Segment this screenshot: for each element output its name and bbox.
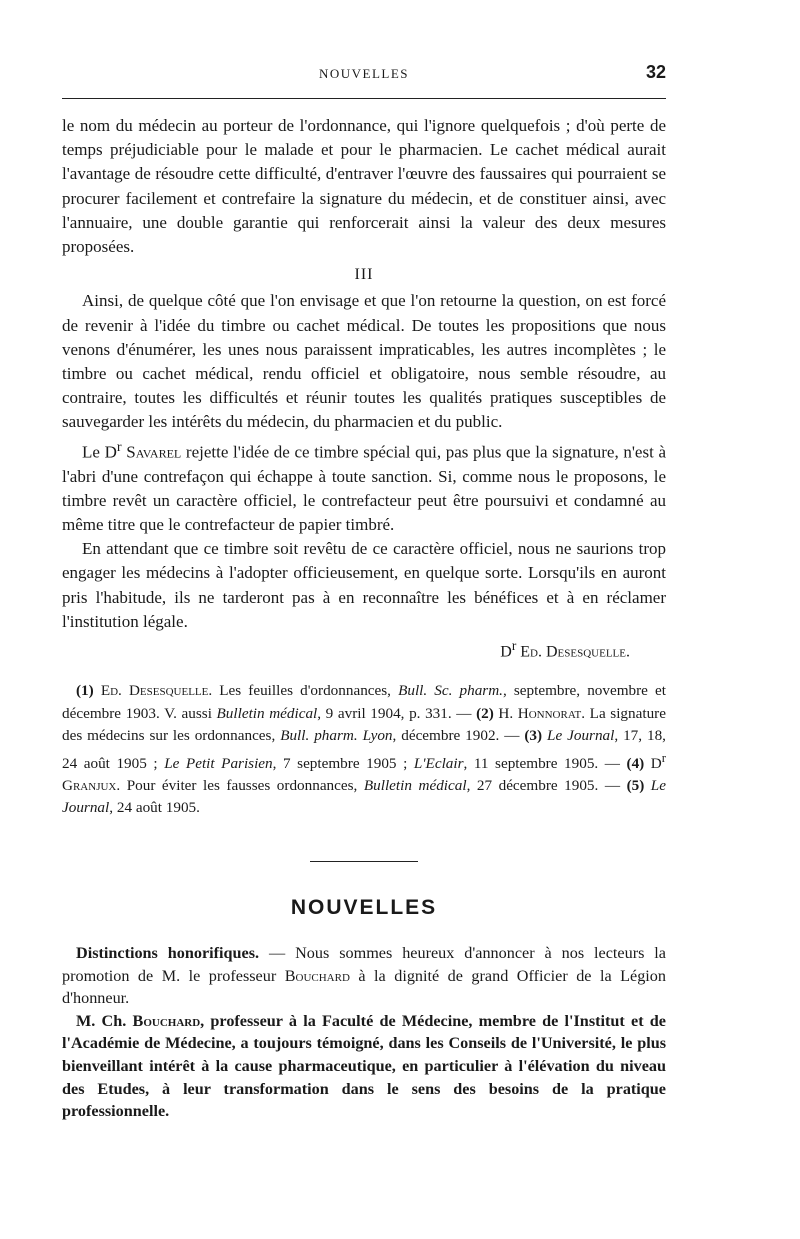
footnote-4-doctor-abbrev: D	[644, 754, 662, 772]
news-para2-prefix: M. Ch.	[76, 1011, 133, 1030]
section-number: III	[354, 266, 374, 284]
news-section-title: NOUVELLES	[290, 896, 438, 920]
footnote-3-journal: Le Journal	[542, 726, 615, 744]
footnote-1-number: (1)	[76, 682, 94, 700]
news-para2-name: Bouchard	[132, 1011, 201, 1030]
page	[62, 58, 666, 1123]
paragraph-conclusion: Ainsi, de quelque côté que l'on envisage et que l'on retourne la question, on est forcé de revenir à l'idée du timbre ou cachet médical. De toutes les propositions que nous venons d'énumérer, les unes nous paraissent impraticables, les autres incomplètes ; le timbre ou cachet médical, rendu officiel et obligatoire, nous semble résoudre, au contraire, toutes les difficultés et réunir toutes les qualités pratiques susceptibles de sauvegarder les intérêts du médecin, du pharmacien et du public.	[62, 291, 666, 432]
footnote-4-journal: Bulletin médical	[363, 776, 467, 794]
paragraph-savarel	[62, 435, 666, 537]
footnote-2-text: La signature des médecins sur les ordonnances,	[62, 704, 666, 744]
footnote-4-sup: r	[661, 750, 666, 765]
footnote-5-text: , 24 août 1905.	[109, 798, 200, 816]
footnote-3-journal3: L'Eclair	[413, 754, 464, 772]
paragraph-continued: le nom du médecin au porteur de l'ordonnance, qui l'ignore quelquefois ; d'où perte de temps préjudiciable pour le malade et pour le pharmacien. Le cachet médical aurait l'avantage de résoudre cette difficulté, d'entraver l'œuvre des faussaires qui pourraient se procurer facilement et contrefaire la signature du médecin, et de constituer ainsi, avec l'annuaire, une double garantie qui renforcerait ainsi la valeur des deux mesures proposées.	[62, 116, 666, 257]
footnote-1-journal: Bull. Sc. pharm.	[398, 682, 503, 700]
footnote-1-text: Les feuilles d'ordonnances,	[212, 682, 399, 700]
footnote-1-journal2: Bulletin médical	[216, 704, 318, 722]
section-separator	[310, 861, 418, 862]
signature-name: Ed. Desesquelle.	[516, 643, 630, 661]
signature	[62, 634, 666, 665]
footnote-2-text2: , décembre 1902. —	[392, 726, 525, 744]
footnote-2-journal: Bull. pharm. Lyon	[280, 726, 393, 744]
doctor-abbrev: Le D	[82, 442, 117, 462]
footnote-3-text2: , 7 septembre 1905 ;	[272, 754, 414, 772]
news-body	[62, 942, 666, 1123]
news-lead-text: — Nous sommes heureux d'annoncer à nos lecteurs la promotion de M. le professeur	[62, 944, 666, 985]
footnote-1-text3: , 9 avril 1904, p. 331. —	[317, 704, 477, 722]
footnotes	[62, 680, 666, 819]
page-number: 32	[645, 62, 666, 82]
footnote-3-text: , 17, 18, 24 août 1905 ;	[62, 726, 666, 772]
footnote-block	[62, 680, 666, 819]
footnote-1-author: Ed. Desesquelle.	[93, 682, 213, 700]
signature-doctor-abbrev: D	[500, 643, 512, 661]
footnote-4-number: (4)	[626, 754, 645, 772]
footnote-3-text3: , 11 septembre 1905. —	[463, 754, 627, 772]
footnote-4-text: Pour éviter les fausses ordonnances,	[120, 776, 364, 794]
footnote-3-journal2: Le Petit Parisien	[164, 754, 273, 772]
news-para2-text: , professeur à la Faculté de Médecine, membre de l'Institut et de l'Académie de Médecine, a toujours témoigné, dans les Conseils de l'Université, le plus bienveillant intérêt à la cause pharmaceutique, en particulier à l'élévation du niveau des Etudes, à leur transformation dans le sens des besoins de la pratique professionnelle.	[62, 1011, 666, 1121]
running-title: NOUVELLES	[318, 66, 410, 81]
article-body	[62, 114, 666, 664]
page-header	[62, 58, 666, 90]
footnote-3-number: (3)	[524, 726, 543, 744]
news-lead-heading: Distinctions honorifiques.	[76, 944, 260, 963]
doctor-sup: r	[116, 438, 122, 455]
footnote-5-number: (5)	[626, 776, 645, 794]
author-savarel: Savarel	[126, 442, 182, 462]
footnote-5-journal: Le Journal	[62, 776, 666, 816]
news-paragraph-1	[62, 942, 666, 1010]
paragraph-recommendation: En attendant que ce timbre soit revêtu de ce caractère officiel, nous ne saurions trop engager les médecins à l'adopter officieusement, en quelque sorte. Lorsqu'ils en auront pris l'habitude, ils ne tarderont pas à en reconnaître les bénéfices et à en réclamer l'institution légale.	[62, 539, 666, 631]
footnote-4-author: Granjux.	[62, 776, 121, 794]
news-lead-name: Bouchard	[284, 966, 350, 985]
news-lead-text2: à la dignité de grand Officier de la Légion d'honneur.	[62, 966, 666, 1008]
footnote-2-number: (2)	[476, 704, 494, 722]
footnote-2-author: H. Honnorat.	[493, 704, 586, 722]
signature-sup: r	[511, 637, 517, 653]
paragraph-savarel-text: rejette l'idée de ce timbre spécial qui, pas plus que la signature, n'est à l'abri d'une contrefaçon qui échappe à toute sanction. Si, comme nous le proposons, le timbre revêt un caractère officiel, le contrefacteur peut être poursuivi et condamné au même titre que le contrefacteur de papier timbré.	[62, 442, 666, 534]
news-paragraph-2	[62, 1010, 666, 1123]
footnote-4-text2: , 27 décembre 1905. —	[466, 776, 627, 794]
header-rule	[62, 98, 666, 99]
footnote-1-text2: , septembre, novembre et décembre 1903. V. aussi	[62, 682, 666, 722]
